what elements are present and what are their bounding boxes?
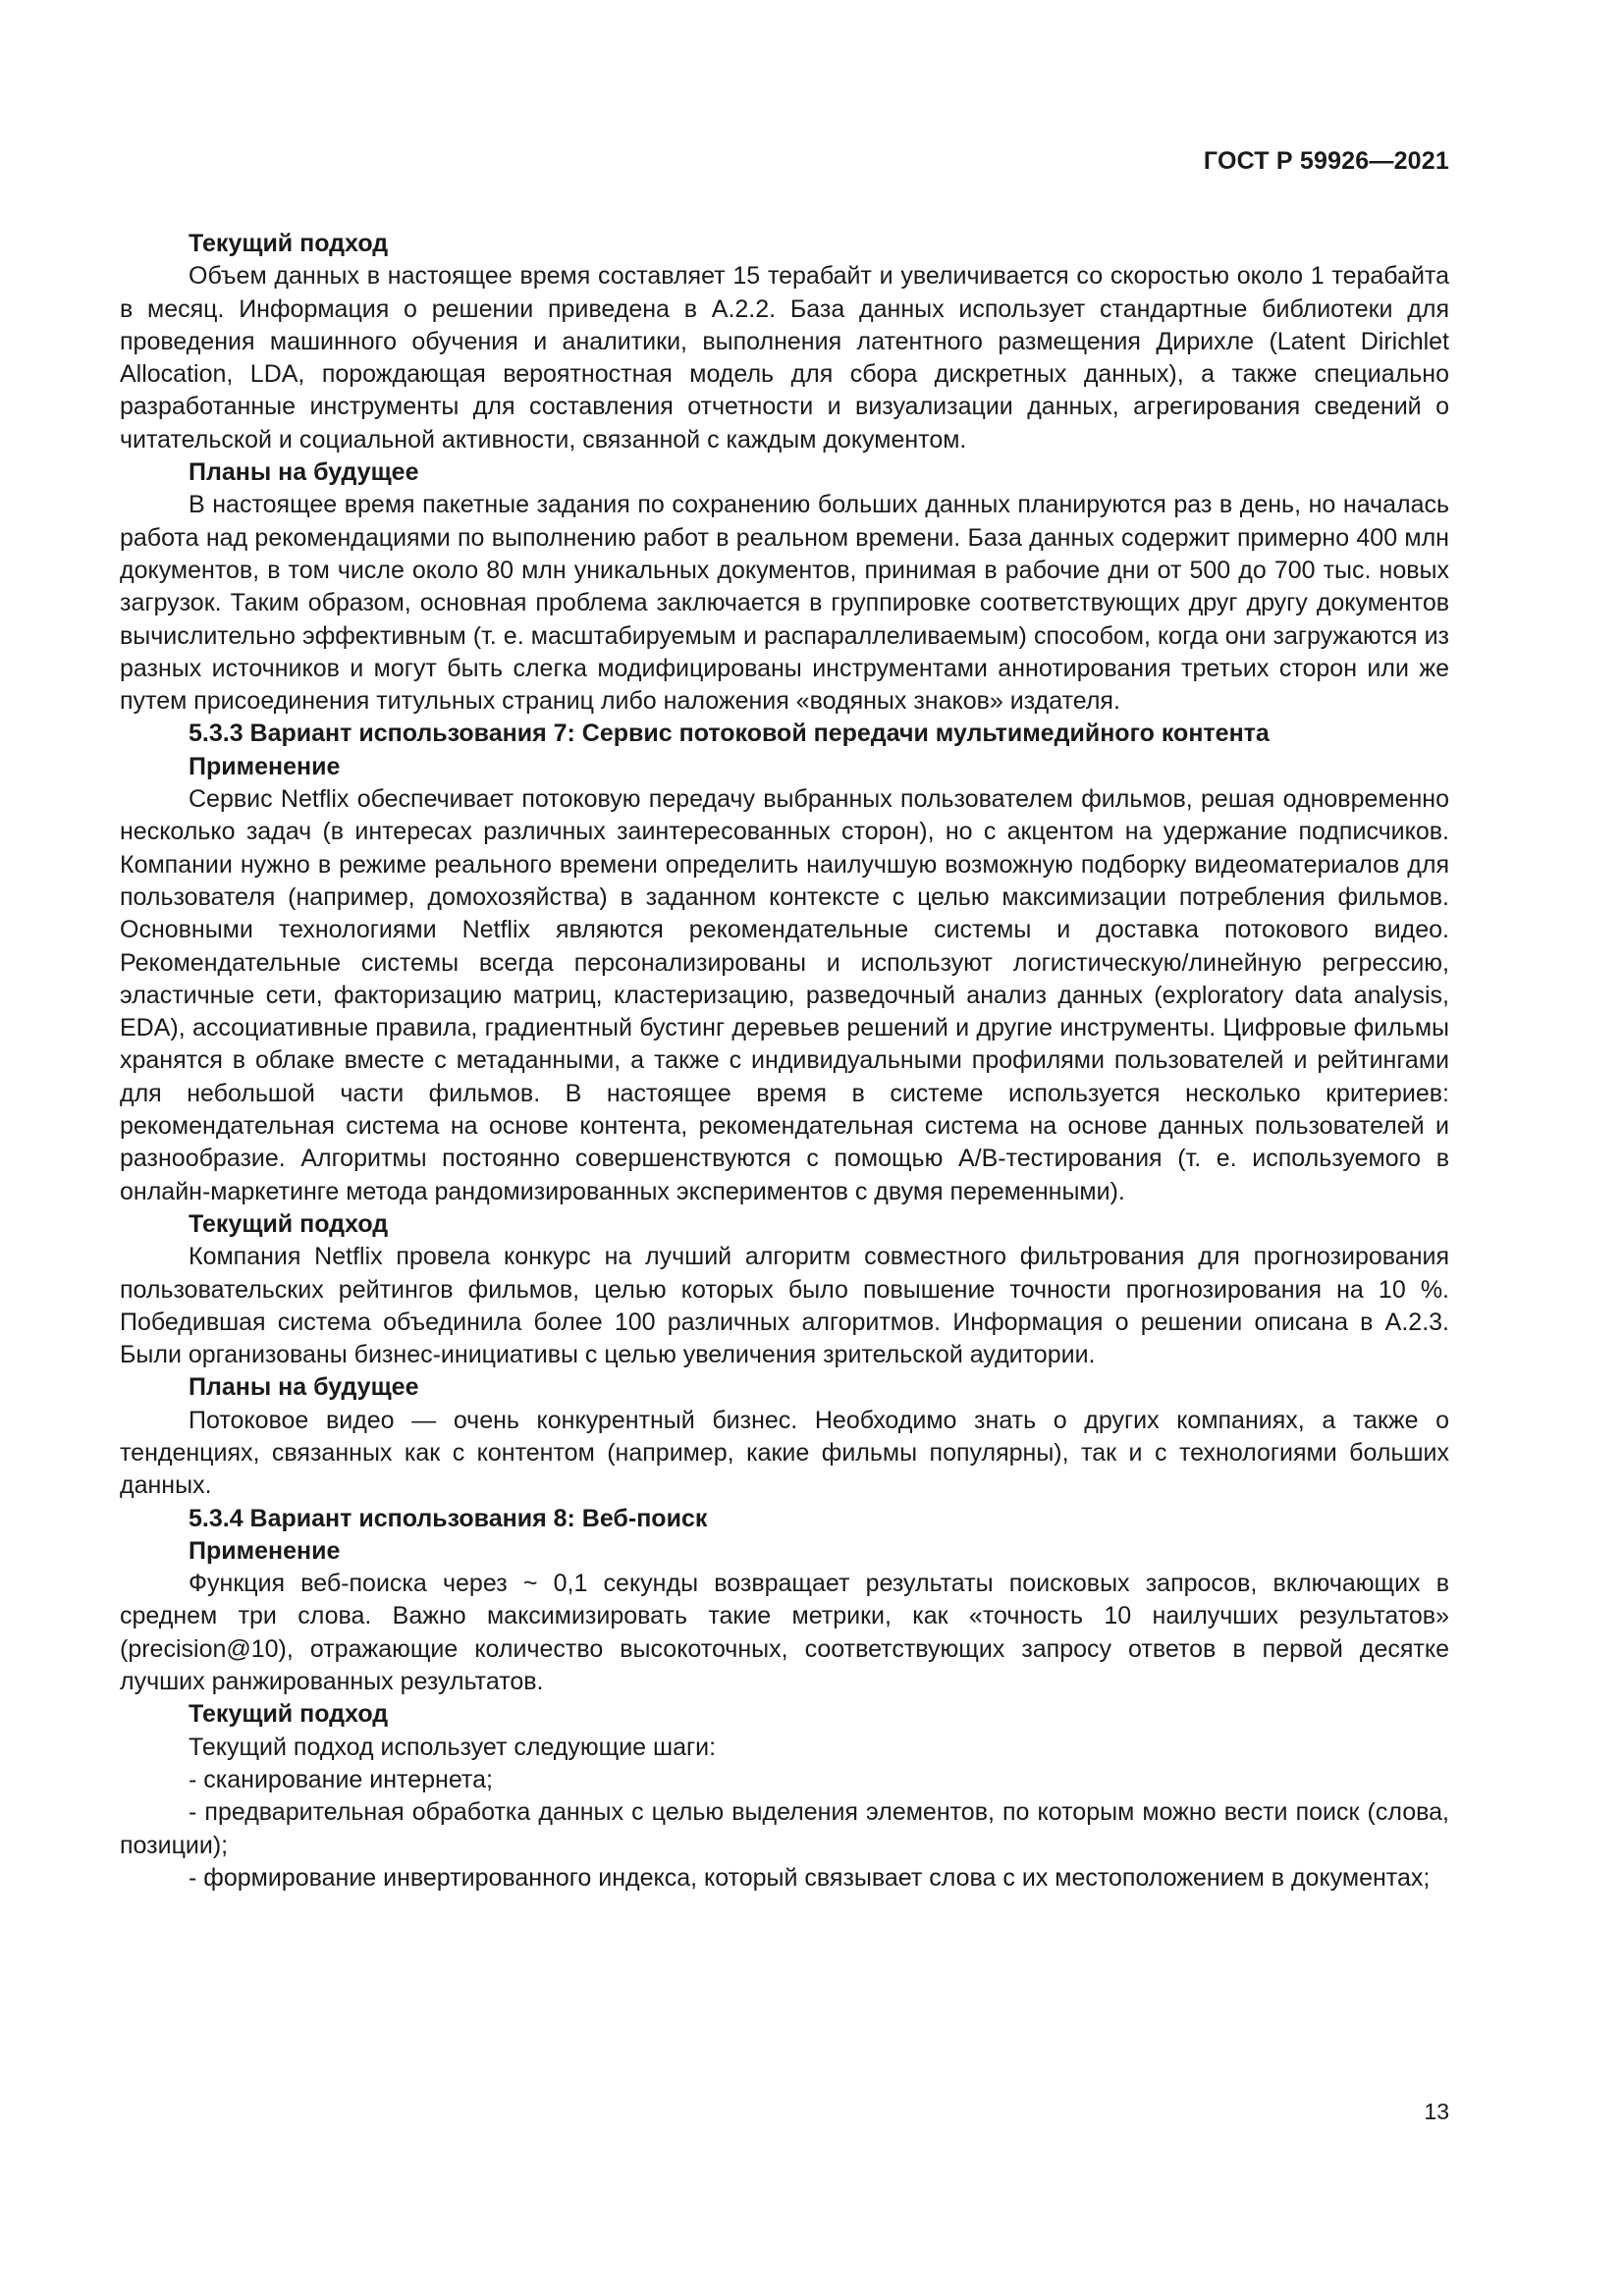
paragraph: Текущий подход использует следующие шаги: <box>189 1733 717 1761</box>
heading-current-approach: Текущий подход <box>189 1700 389 1729</box>
list-item: - сканирование интернета; <box>189 1765 493 1793</box>
heading-future-plans: Планы на будущее <box>189 1373 419 1402</box>
page-number: 13 <box>1424 2099 1449 2124</box>
paragraph: Сервис Netflix обеспечивает потоковую передачу выбранных пользователем фильмов, решая одновременно несколько задач (в интересах различных заинтересованных сторон), но с акцентом на удержание подписчиков. Компании нужно в режиме реального времени определить наилучшую возможную подборку видеоматериалов для пользователя (например, домохозяйства) в заданном контексте с целью максимизации потребления фильмов. Основными технологиями Netflix являются рекомендательные системы и доставка потокового видео. Рекомендательные системы всегда персонализированы и используют логистическую/линейную регрессию, эластичные сети, факторизацию матриц, кластеризацию, разведочный анализ данных (exploratory data analysis, EDA), ассоциативные правила, градиентный бустинг деревьев решений и другие инструменты. Цифровые фильмы хранятся в облаке вместе с метаданными, а также с индивидуальными профилями пользователей и рейтингами для небольшой части фильмов. В настоящее время в системе используется несколько критериев: рекомендательная система на основе контента, рекомендательная система на основе данных пользователей и разнообразие. Алгоритмы постоянно совершенствуются с помощью A/B-тестирования (т. е. используемого в онлайн-маркетинге метода рандомизированных экспериментов с двумя переменными). <box>120 785 1449 1205</box>
heading-application: Применение <box>189 752 341 780</box>
document-code: ГОСТ Р 59926—2021 <box>1203 147 1449 175</box>
paragraph: Компания Netflix провела конкурс на лучший алгоритм совместного фильтрования для прогнозирования пользовательских рейтингов фильмов, целью которых было повышение точности прогнозирования на 10 %. Победившая система объединила более 100 различных алгоритмов. Информация о решении описана в А.2.3. Были организованы бизнес-инициативы с целью увеличения зрительской аудитории. <box>120 1243 1449 1369</box>
heading-application: Применение <box>189 1536 341 1565</box>
list-item: - предварительная обработка данных с целью выделения элементов, по которым можно вести поиск (слова, позиции); <box>120 1798 1449 1859</box>
heading-current-approach: Текущий подход <box>189 1209 389 1238</box>
section-heading-5-3-3: 5.3.3 Вариант использования 7: Сервис потоковой передачи мультимедийного контента <box>189 720 1270 748</box>
paragraph: Потоковое видео — очень конкурентный бизнес. Необходимо знать о других компаниях, а также о тенденциях, связанных как с контентом (например, какие фильмы популярны), так и с технологиями больших данных. <box>120 1406 1449 1500</box>
heading-future-plans: Планы на будущее <box>189 458 419 487</box>
heading-current-approach: Текущий подход <box>189 230 389 257</box>
page-body <box>120 228 1449 1895</box>
section-heading-5-3-4: 5.3.4 Вариант использования 8: Веб-поиск <box>189 1504 708 1532</box>
list-item: - формирование инвертированного индекса, который связывает слова с их местоположением в документах; <box>189 1863 1431 1892</box>
paragraph: Функция веб-поиска через ~ 0,1 секунды возвращает результаты поисковых запросов, включающих в среднем три слова. Важно максимизировать такие метрики, как «точность 10 наилучших результатов» (precision@10), отражающие количество высокоточных, соответствующих запросу ответов в первой десятке лучших ранжированных результатов. <box>120 1570 1449 1696</box>
paragraph: Объем данных в настоящее время составляет 15 терабайт и увеличивается со скоростью около 1 терабайта в месяц. Информация о решении приведена в А.2.2. База данных использует стандартные библиотеки для проведения машинного обучения и аналитики, выполнения латентного размещения Дирихле (Latent Dirichlet Allocation, LDA, порождающая вероятностная модель для сбора дискретных данных), а также специально разработанные инструменты для составления отчетности и визуализации данных, агрегирования сведений о читательской и социальной активности, связанной с каждым документом. <box>120 262 1449 454</box>
paragraph: В настоящее время пакетные задания по сохранению больших данных планируются раз в день, но началась работа над рекомендациями по выполнению работ в реальном времени. База данных содержит примерно 400 млн документов, в том числе около 80 млн уникальных документов, принимая в рабочие дни от 500 до 700 тыс. новых загрузок. Таким образом, основная проблема заключается в группировке соответствующих друг другу документов вычислительно эффективным (т. е. масштабируемым и распараллеливаемым) способом, когда они загружаются из разных источников и могут быть слегка модифицированы инструментами аннотирования третьих сторон или же путем присоединения титульных страниц либо наложения «водяных знаков» издателя. <box>120 491 1449 716</box>
